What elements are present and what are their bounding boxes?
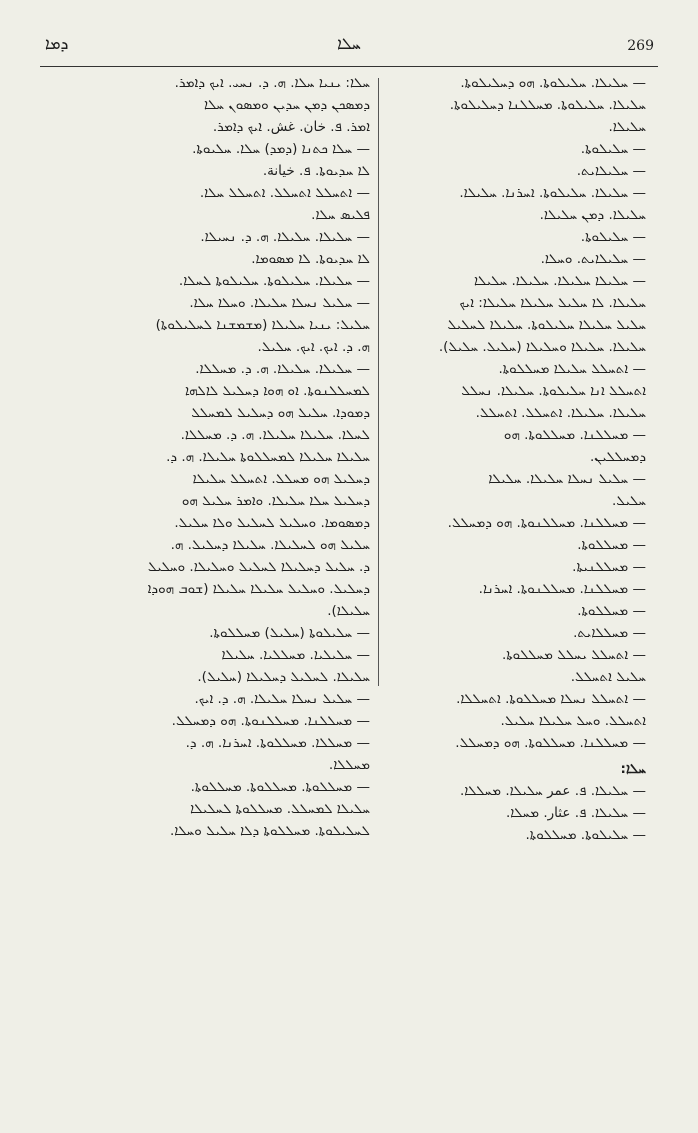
entry-line: — ܡܚܠܠܢܐ. ܡܚܠܠܢܘܬܐ. ܗܘ ܕܡܚܠܠ.: [447, 515, 646, 531]
entry-line: ܚܠܝܠ ܚܠܝܠܐ ܚܠܝܠܘܬܐ. ܚܠܝܠܐ ܠܚܠܝܠ: [447, 317, 646, 333]
entry-line: ܚܠܝܠܐ. ܚܠܝܠܐ. ܐܬܚܠܠ. ܐܬܚܠܠ.: [475, 405, 646, 421]
entry-line: — ܚܠܝܠܘܬܐ.: [580, 141, 646, 157]
entry-line: — ܡܚܠܠܘܬܐ.: [577, 537, 646, 553]
entry-line: — ܐܬܚܠܠ ܢܚܠܐ ܡܚܠܠܘܬܐ. ܐܬܚܠܠܐ.: [456, 691, 646, 707]
entry-line: — ܐܬܚܠܠ ܚܠܝܠܐ ܡܚܠܠܘܬܐ.: [498, 361, 646, 377]
header-rule: [40, 66, 658, 67]
entry-line: ܠܐ ܚܕܝܘܬܐ. ܦ. خيانة.: [262, 163, 370, 179]
entry-line: ܚܠܐ: ܝܢܝܐ ܚܠܐ. ܗ. ܕ. ܢܚܝ. ܐܝܟ ܕܐܡܪ.: [174, 75, 370, 91]
entry-line: ܕ. ܚܠܝܠ ܕܚܠܝܠܐ ܠܚܠܝܠ ܘܚܠܝܠܐ. ܘܚܠܝܠ: [147, 559, 370, 575]
entry-line: ܚܠܐ:: [620, 761, 646, 777]
entry-line: ܐܬܚܠܠ ܐܢܐ ܚܠܝܠܘܬܐ. ܚܠܝܠܐ. ܢܚܠܠ: [461, 383, 646, 399]
entry-line: — ܡܚܠܠܢܐ. ܡܚܠܠܘܬܐ. ܗܘ: [503, 427, 646, 443]
entry-line: — ܚܠܝܠܐ. ܚܠܝܠܐ. ܗ. ܕ. ܢܚܝܠܐ.: [200, 229, 370, 245]
entry-line: — ܚܠܝܠܐ. ܚܠܝܠܘܬܐ. ܐܚܪܢܐ. ܚܠܝܠܐ.: [459, 185, 646, 201]
entry-line: — ܚܠܝܠܘܬܐ. ܡܚܠܠܘܬܐ.: [525, 827, 646, 843]
entry-line: ܚܠܝܠܐ ܠܡܚܠܠ. ܡܚܠܠܘܬܐ ܠܚܠܝܠܐ: [190, 801, 370, 817]
entry-line: ܚܠܝܠ.: [611, 493, 646, 509]
page-number: 269: [627, 38, 654, 54]
entry-line: ܚܠܝܠܐ).: [327, 603, 370, 619]
entry-line: — ܡܚܠܠܐ. ܡܚܠܠܘܬܐ. ܐܚܪܢܐ. ܗ. ܕ.: [185, 735, 370, 751]
entry-line: ܕܡܣܟܢ ܕܡܢ ܚܕܝܢ ܘܡܣܘܢ ܚܠܐ: [204, 97, 370, 113]
entry-line: ܚܠܝܠܐ ܚܠܝܠܐ ܠܡܚܠܠܘܬܐ ܚܠܝܠܐ. ܗ. ܕ.: [166, 449, 370, 465]
entry-line: ܐܡܪ. ܦ. خان. غش. ܐܝܟ ܕܐܡܪ.: [212, 119, 370, 135]
entry-line: ܚܠܝܠܐ.: [608, 119, 646, 135]
entry-line: — ܐܬܚܠܠ ܝܚܠܠ ܡܚܠܠܘܬܐ.: [501, 647, 646, 663]
entry-line: — ܚܠܝܠܐܝܬ. ܘܚܠܐ.: [540, 251, 646, 267]
entry-line: — ܚܠܝܠܐ ܚܠܝܠܐ. ܚܠܝܠܐ. ܚܠܝܠܐ: [473, 273, 646, 289]
entry-line: — ܡܚܠܠܘܬܐ. ܡܚܠܠܘܬܐ. ܡܚܠܠܘܬܐ.: [190, 779, 370, 795]
entry-line: — ܡܚܠܠܢܝܬܐ.: [572, 559, 646, 575]
entry-line: ܚܠܝܠܐ. ܕܡܢ ܚܠܝܠܐ.: [539, 207, 646, 223]
left-column: [44, 72, 370, 842]
entry-line: ܕܚܠܝܠ ܚܠܐ ܚܠܝܠܐ. ܘܐܡܪ ܚܠܝܠ ܗܘ: [181, 493, 370, 509]
entry-line: ܠܚܠܐ. ܚܠܝܠܐ ܚܠܝܠܐ. ܗ. ܕ. ܡܚܠܠܐ.: [180, 427, 370, 443]
entry-line: ܠܐ ܚܕܝܘܬܐ. ܠܐ ܡܣܘܡܐ.: [251, 251, 370, 267]
entry-line: — ܐܬܚܠܠ ܐܬܚܠܠ. ܐܬܚܠܠ ܚܠܐ.: [199, 185, 370, 201]
entry-line: ܚܠܝܠ ܐܬܚܠܠ.: [570, 669, 646, 685]
running-head-left: ܕܡܐ: [45, 34, 69, 53]
entry-line: — ܚܠܝܠܐܝܬ.: [576, 163, 646, 179]
entry-line: — ܚܠܝܠܘܬܐ (ܚܠܝܠ) ܡܚܠܠܘܬܐ.: [209, 625, 370, 641]
entry-line: ܕܚܠܝܠ. ܘܚܠܝܠ ܚܠܝܠܐ ܚܠܝܠܐ (ܫܘܒ ܗܘܕܐ: [147, 581, 370, 597]
entry-line: — ܚܠܐ ܟܬܢܐ (ܕܡܕ) ܚܠܐ. ܚܠܝܘܬܐ.: [192, 141, 370, 157]
entry-line: — ܚܠܝܠ ܢܚܠܐ ܚܠܝܠܐ. ܘܚܠܐ ܚܠܐ.: [189, 295, 370, 311]
entry-line: — ܡܚܠܠܢܐ. ܡܚܠܠܢܘܬܐ. ܐܚܪܢܐ.: [478, 581, 646, 597]
entry-line: ܠܡܚܠܠܢܘܬܐ. ܐܘ ܗܘܐ ܕܚܠܝܠ ܠܐܠܗܐ: [185, 383, 370, 399]
entry-line: ܚܠܝܠܐ. ܠܐ ܚܠܝܠ ܚܠܝܠܐ ܚܠܝܠܐ: ܐܝܟ: [459, 295, 646, 311]
entry-line: ܕܡܣܘܡܐ. ܘܚܠܝܠ ܠܚܠܝܠ ܘܠܐ ܚܠܝܠ.: [174, 515, 370, 531]
entry-line: ܚܠܝܠ ܗܘ ܠܚܠܝܠܐ. ܚܠܝܠܐ ܕܚܠܝܠ. ܗ.: [170, 537, 370, 553]
entry-line: — ܚܠܝܠܐ. ܦ. عثار. ܡܚܠܐ.: [505, 805, 646, 821]
entry-line: ܗ. ܕ. ܐܝܟ. ܐܝܟ. ܚܠܝܠ.: [257, 339, 370, 355]
entry-line: ܚܠܝܠ: ܝܢܝܐ ܚܠܝܠܐ (ܡܫܡܫܢܐ ܠܚܠܝܠܘܬܐ): [155, 317, 370, 333]
entry-line: ܚܠܝܠܐ. ܚܠܝܠܘܬܐ. ܡܚܠܠܢܐ ܕܚܠܝܠܘܬܐ.: [449, 97, 646, 113]
entry-line: ܐܬܚܠܠ. ܘܚܠ ܚܠܝܠܐ ܚܠܝܠ.: [500, 713, 646, 729]
column-divider: [378, 78, 379, 686]
entry-line: — ܚܠܝܠܐ. ܚܠܝܠܘܬܐ. ܚܠܝܠܘܬܐ ܠܚܠܐ.: [178, 273, 370, 289]
entry-line: ܠܚܠܝܠܘܬܐ. ܡܚܠܠܘܬܐ ܕܠܐ ܚܠܝܠ ܘܚܠܐ.: [169, 823, 370, 839]
entry-line: — ܡܚܠܠܢܐ. ܡܚܠܠܘܬܐ. ܗܘ ܕܡܚܠܠ.: [455, 735, 646, 751]
entry-line: ܕܡܘܕܐ. ܚܠܝܠ ܗܘ ܕܚܠܝܠ ܠܡܚܠܠ: [191, 405, 370, 421]
entry-line: — ܚܠܝܠܐ. ܚܠܝܠܘܬܐ. ܗܘ ܕܚܠܝܠܘܬܐ.: [460, 75, 646, 91]
entry-line: ܚܠܝܠܐ. ܠܚܠܝܠ ܕܚܠܝܠܐ (ܚܠܝܠ).: [197, 669, 370, 685]
entry-line: — ܚܠܝܠܝܐ. ܡܚܠܠܝܐ. ܚܠܝܠܐ: [221, 647, 370, 663]
entry-line: — ܡܚܠܠܘܬܐ.: [577, 603, 646, 619]
entry-line: ܦܠܝܣ ܚܠܐ.: [311, 207, 370, 223]
entry-line: ܕܡܚܠܠܝܢ.: [590, 449, 646, 465]
entry-line: ܕܚܠܝܠ ܗܘ ܡܚܠܠ. ܐܬܚܠܠ ܚܠܝܠܐ: [192, 471, 370, 487]
entry-line: — ܡܚܠܠܢܐ. ܡܚܠܠܢܘܬܐ. ܗܘ ܕܡܚܠܠ.: [171, 713, 370, 729]
entry-line: — ܡܚܠܠܐܝܬ.: [573, 625, 646, 641]
entry-line: ܚܠܝܠܐ. ܚܠܝܠܐ ܘܚܠܝܠܐ (ܚܠܝܠ. ܚܠܝܠ).: [438, 339, 646, 355]
entry-line: — ܚܠܝܠܘܬܐ.: [580, 229, 646, 245]
right-column: [386, 72, 646, 846]
entry-line: — ܚܠܝܠ ܢܚܠܐ ܚܠܝܠܐ. ܗ. ܕ. ܐܝܟ.: [194, 691, 370, 707]
running-head-center: ܚܠܐ: [337, 34, 361, 53]
entry-line: — ܚܠܝܠܐ. ܚܠܝܠܐ. ܗ. ܕ. ܡܚܠܠܐ.: [195, 361, 370, 377]
entry-line: ܡܚܠܠܐ.: [328, 757, 370, 773]
entry-line: — ܚܠܝܠ ܢܚܠܐ ܚܠܝܠܐ. ܚܠܝܠܐ: [488, 471, 646, 487]
entry-line: — ܚܠܝܠܐ. ܦ. عمر ܚܠܝܠܐ. ܡܚܠܠܐ.: [459, 783, 646, 799]
